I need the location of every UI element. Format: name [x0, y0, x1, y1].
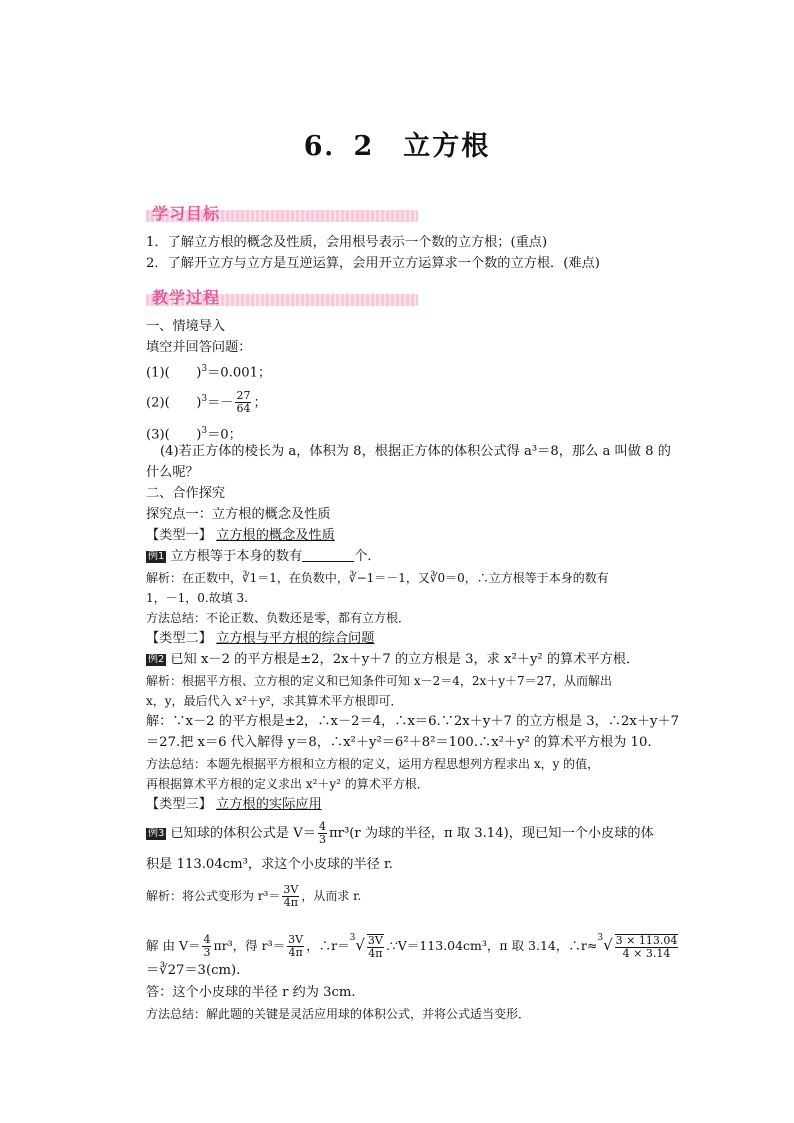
- section-banner-goals: [146, 203, 418, 225]
- method-summary: 方法总结：本题先根据平方根和立方根的定义，运用方程思想列方程求出 x，y 的值，: [146, 757, 600, 771]
- method-summary: 再根据算术平方根的定义求出 x²＋y² 的算术平方根．: [146, 777, 429, 791]
- answer: 答：这个小皮球的半径 r 约为 3cm.: [146, 985, 356, 1000]
- example-2: 例2 已知 x－2 的平方根是±2，2x＋y＋7 的立方根是 3，求 x²＋y² 的算术平方根．: [148, 652, 640, 667]
- method-summary: 方法总结：解此题的关键是灵活应用球的体积公式，并将公式适当变形．: [146, 1007, 531, 1021]
- type-heading: 【类型二】 立方根与平方根的综合问题: [146, 631, 375, 646]
- analysis: 解析：将公式变形为 r³＝ $\frac{3V}{4\pi}$ ，从而求 r.: [146, 883, 362, 909]
- solution: ＝27.把 x＝6 代入解得 y＝8，∴x²＋y²＝6²＋8²＝100.∴x²＋y² 的算术平方根为 10.: [146, 735, 652, 750]
- example-3: 例3 已知球的体积公式是 V＝ $\frac{4}{3}$ πr³(r 为球的半径，π 取 3.14)，现已知一个小皮球的体: [148, 820, 654, 846]
- fraction: $\frac{3V}{4\pi}$: [288, 933, 304, 959]
- analysis: 解析：在正数中，∛1＝1，在负数中，∛−1＝－1，又∛0＝0，∴立方根等于本身的数有: [146, 571, 609, 585]
- fraction: $\frac{3V}{4\pi}$: [367, 933, 383, 960]
- section-label: 学习目标: [152, 204, 221, 223]
- example-badge: 例3: [148, 828, 165, 839]
- example-badge: 例2: [148, 654, 165, 665]
- fraction: $\frac{3 \times 113.04}{4 \times 3.14}$: [615, 933, 678, 960]
- goal-item: 2．了解开立方与立方是互逆运算，会用开立方运算求一个数的立方根．(难点): [146, 256, 600, 271]
- question-4: (4)若正方体的棱长为 a，体积为 8，根据正方体的体积公式得 a³＝8，那么 a 叫做 8 的: [160, 444, 671, 459]
- heading: 二、合作探究: [146, 486, 226, 501]
- paragraph: 什么呢？: [146, 465, 199, 480]
- subheading: 探究点一：立方根的概念及性质: [146, 507, 331, 522]
- goal-item: 1．了解立方根的概念及性质，会用根号表示一个数的立方根；(重点): [146, 235, 548, 250]
- type-heading: 【类型三】 立方根的实际应用: [146, 797, 322, 812]
- section-banner-process: [146, 287, 418, 309]
- example-1: 例1 立方根等于本身的数有 个．: [148, 549, 381, 564]
- page-title: 6．2 立方根: [303, 131, 491, 162]
- fraction: $\frac{4}{3}$: [318, 820, 326, 846]
- heading: 一、情境导入: [146, 319, 226, 334]
- question-3: (3)( )$^3$＝0；: [146, 426, 242, 443]
- fraction: $\frac{27}{64}$: [236, 389, 251, 416]
- answer-blank: [302, 549, 354, 562]
- fraction: $\frac{4}{3}$: [203, 933, 211, 959]
- solution: 解 由 V＝ $\frac{4}{3}$ πr³，得 r³＝ $\frac{3V}{4\pi}$ ，∴r＝$^3$√ $\frac{3V}{4\pi}$ .∵V＝113.04cm³，π 取 3.14，∴r≈$^3$√ $\frac{3 \times 113.04}{4 \times 3.14}$: [146, 933, 678, 960]
- example-badge: 例1: [148, 551, 165, 562]
- question-2: (2)( )$^3$＝－ $\frac{27}{64}$ ；: [146, 389, 267, 416]
- method-summary: 方法总结：不论正数、负数还是零，都有立方根．: [146, 611, 411, 625]
- section-label: 教学过程: [152, 288, 221, 307]
- analysis: 解析：根据平方根、立方根的定义和已知条件可知 x－2＝4，2x＋y＋7＝27，从而解出: [146, 674, 612, 688]
- solution: 解：∵x－2 的平方根是±2，∴x－2＝4，∴x＝6.∵2x＋y＋7 的立方根是 3，∴2x＋y＋7: [146, 714, 680, 729]
- example-3-cont: 积是 113.04cm³，求这个小皮球的半径 r.: [146, 857, 393, 872]
- fraction: $\frac{3V}{4\pi}$: [283, 883, 299, 909]
- analysis: x，y，最后代入 x²＋y²，求其算术平方根即可．: [146, 694, 403, 708]
- analysis: 1，－1，0.故填 3.: [146, 591, 248, 605]
- question-1: (1)( )$^3$＝0.001；: [146, 364, 272, 381]
- type-heading: 【类型一】 立方根的概念及性质: [146, 528, 335, 543]
- solution: ＝∛27＝3(cm).: [146, 963, 241, 978]
- paragraph: 填空并回答问题：: [146, 340, 252, 355]
